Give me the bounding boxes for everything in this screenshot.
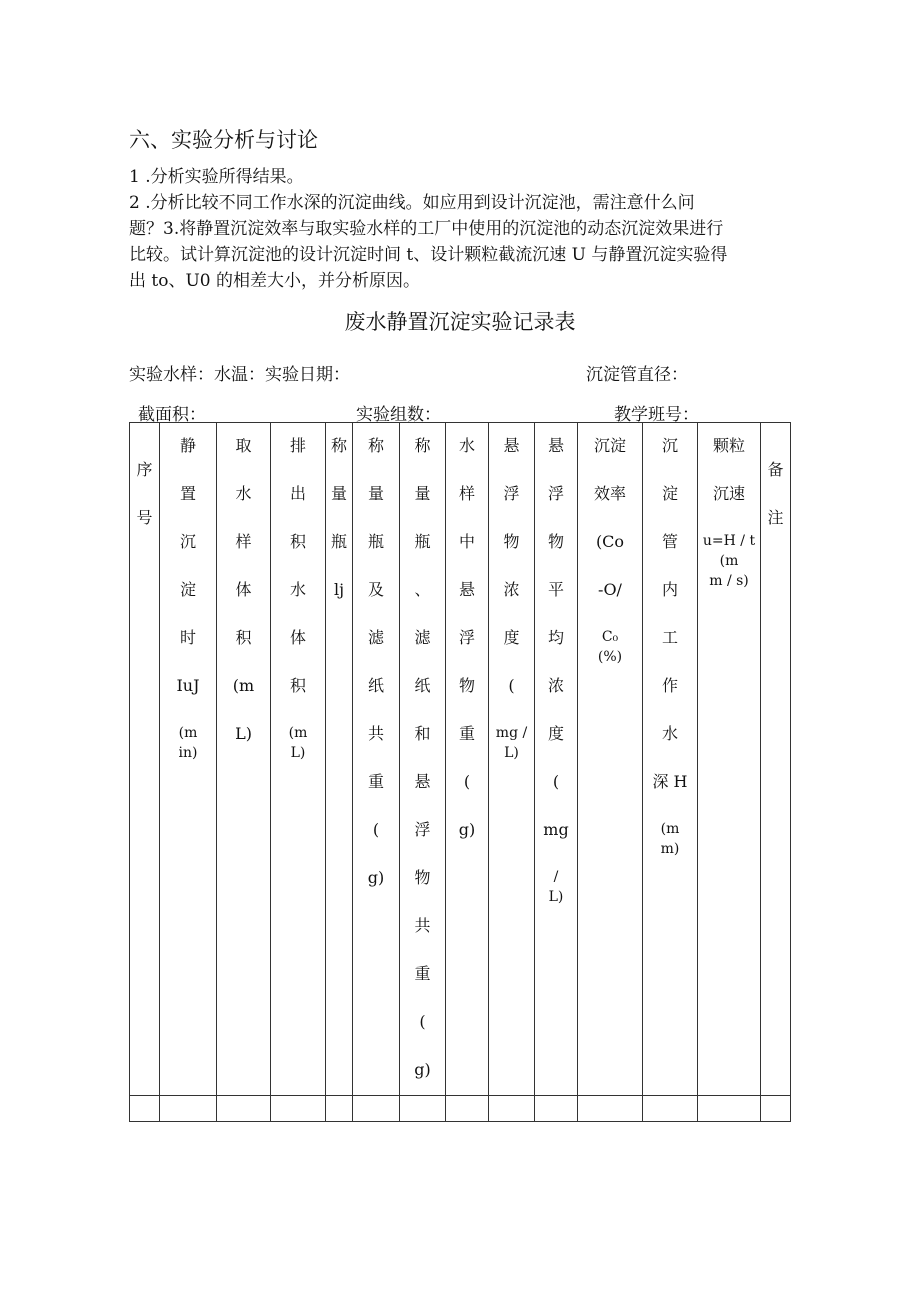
- header-text: 时: [179, 628, 196, 647]
- header-text: 颗粒: [712, 436, 745, 455]
- header-text: 水: [458, 436, 475, 455]
- column-header: [446, 423, 489, 1096]
- header-text: 瓶: [330, 532, 347, 551]
- header-text: 淀: [661, 484, 678, 503]
- header-text: 悬: [458, 580, 475, 599]
- header-text: (: [508, 676, 515, 695]
- header-text: 沉: [661, 436, 678, 455]
- header-text: 瓶: [367, 532, 384, 551]
- meta-class-no: 教学班号：: [614, 405, 699, 425]
- header-text: (m L): [288, 725, 308, 761]
- column-header: [400, 423, 446, 1096]
- header-text: 悬: [414, 772, 431, 791]
- header-text: 纸: [414, 676, 431, 695]
- meta-groups: 实验组数：: [356, 405, 441, 425]
- column-header: [353, 423, 400, 1096]
- column-header: [578, 423, 643, 1096]
- meta-sample: 实验水样：水温：实验日期：: [129, 365, 350, 385]
- header-text: g): [414, 1060, 431, 1079]
- header-text: 取: [235, 436, 252, 455]
- header-text: 量: [330, 484, 347, 503]
- header-text: (: [463, 772, 471, 791]
- header-text: (: [372, 820, 380, 839]
- column-header: [489, 423, 535, 1096]
- header-text: 内: [661, 580, 678, 599]
- table-cell[interactable]: [446, 1096, 489, 1122]
- header-text: 积: [289, 532, 306, 551]
- header-text: (: [419, 1012, 426, 1031]
- header-text: -O/: [598, 580, 622, 599]
- paragraph-line: 题？3.将静置沉淀效率与取实验水样的工厂中使用的沉淀池的动态沉淀效果进行: [129, 219, 724, 239]
- paragraph-line: 2 .分析比较不同工作水深的沉淀曲线。如应用到设计沉淀池，需注意什么问: [129, 193, 695, 213]
- header-text: 静: [179, 436, 196, 455]
- table-cell[interactable]: [160, 1096, 217, 1122]
- header-text: 样: [235, 532, 252, 551]
- column-header: [643, 423, 698, 1096]
- meta-area: 截面积：: [138, 405, 206, 425]
- header-text: (m in): [178, 725, 198, 761]
- header-text: 滤: [414, 628, 431, 647]
- header-text: 排: [289, 436, 306, 455]
- discussion-paragraph: [129, 164, 789, 294]
- header-text: 积: [235, 628, 252, 647]
- table-cell[interactable]: [698, 1096, 761, 1122]
- header-text: u=H / t (m m / s): [702, 533, 756, 589]
- header-text: 平: [547, 580, 564, 599]
- column-header: [271, 423, 326, 1096]
- header-text: 浮: [458, 628, 475, 647]
- header-text: 量: [367, 484, 384, 503]
- header-text: 号: [136, 508, 153, 527]
- header-text: 及: [367, 580, 384, 599]
- header-text: 重: [414, 964, 431, 983]
- table-cell[interactable]: [130, 1096, 160, 1122]
- header-text: 出: [289, 484, 306, 503]
- table-row: [130, 1096, 791, 1122]
- column-header: [160, 423, 217, 1096]
- header-text: 、: [414, 580, 431, 599]
- header-text: 淀: [179, 580, 196, 599]
- table-cell[interactable]: [326, 1096, 353, 1122]
- header-text: 重: [367, 772, 384, 791]
- column-header: [130, 423, 160, 1096]
- header-text: g): [367, 868, 385, 887]
- header-text: 作: [661, 676, 678, 695]
- table-cell[interactable]: [578, 1096, 643, 1122]
- header-text: 工: [661, 628, 678, 647]
- header-text: 悬: [503, 436, 520, 455]
- header-text: 共: [367, 724, 384, 743]
- header-text: 序: [136, 460, 153, 479]
- header-text: C₀ (%): [597, 629, 623, 665]
- header-text: (Co: [595, 532, 625, 551]
- header-text: 量: [414, 484, 431, 503]
- header-text: 水: [661, 724, 678, 743]
- header-text: 物: [414, 868, 431, 887]
- header-text: 度: [503, 628, 520, 647]
- table-cell[interactable]: [217, 1096, 271, 1122]
- header-text: 中: [458, 532, 475, 551]
- header-text: 重: [458, 724, 475, 743]
- table-cell[interactable]: [400, 1096, 446, 1122]
- table-cell[interactable]: [761, 1096, 791, 1122]
- table-cell[interactable]: [271, 1096, 326, 1122]
- header-text: 物: [458, 676, 475, 695]
- header-text: 滤: [367, 628, 384, 647]
- paragraph-line: 1 .分析实验所得结果。: [129, 167, 304, 187]
- header-text: 体: [235, 580, 252, 599]
- column-header: [217, 423, 271, 1096]
- paragraph-line: 出 to、U0 的相差大小，并分析原因。: [129, 271, 421, 291]
- header-text: 瓶: [414, 532, 431, 551]
- header-text: 管: [661, 532, 678, 551]
- header-text: 均: [547, 628, 564, 647]
- header-text: 物: [503, 532, 520, 551]
- table-cell[interactable]: [643, 1096, 698, 1122]
- header-text: mg / L): [495, 725, 528, 761]
- column-header: [535, 423, 578, 1096]
- header-text: 悬: [547, 436, 564, 455]
- header-text: 水: [289, 580, 306, 599]
- header-text: 和: [414, 724, 431, 743]
- header-text: 共: [414, 916, 431, 935]
- header-text: g): [458, 820, 476, 839]
- header-text: 水: [235, 484, 252, 503]
- paragraph-line: 比较。试计算沉淀池的设计沉淀时间 t、设计颗粒截流沉速 U 与静置沉淀实验得: [129, 245, 728, 265]
- header-text: IuJ: [176, 676, 200, 695]
- header-text: 纸: [367, 676, 384, 695]
- header-text: mg: [543, 820, 569, 839]
- header-text: 称: [367, 436, 384, 455]
- header-text: 浮: [547, 484, 564, 503]
- header-text: 称: [414, 436, 431, 455]
- header-text: 沉: [179, 532, 196, 551]
- header-text: 积: [289, 676, 306, 695]
- section-heading: 六、实验分析与讨论: [129, 128, 318, 152]
- header-text: / L): [548, 869, 564, 905]
- header-text: 浮: [503, 484, 520, 503]
- header-row: [130, 423, 791, 1096]
- header-text: (m m): [660, 821, 680, 857]
- header-text: 置: [179, 484, 196, 503]
- header-text: 度: [547, 724, 564, 743]
- header-text: L): [235, 724, 252, 743]
- meta-tube-diameter: 沉淀管直径：: [586, 365, 688, 385]
- header-text: (: [552, 772, 560, 791]
- column-header: [761, 423, 791, 1096]
- header-text: 浓: [547, 676, 564, 695]
- header-text: lj: [333, 580, 345, 599]
- header-text: 浮: [414, 820, 431, 839]
- record-table: [129, 422, 791, 1122]
- header-text: 备: [767, 460, 784, 479]
- header-text: 沉淀: [593, 436, 626, 455]
- column-header: [326, 423, 353, 1096]
- header-text: 物: [547, 532, 564, 551]
- header-text: 沉速: [712, 484, 745, 503]
- header-text: 样: [458, 484, 475, 503]
- table-cell[interactable]: [489, 1096, 535, 1122]
- table-cell[interactable]: [535, 1096, 578, 1122]
- header-text: 效率: [593, 484, 626, 503]
- header-text: 深 H: [652, 772, 688, 791]
- column-header: [698, 423, 761, 1096]
- header-text: 浓: [503, 580, 520, 599]
- table-cell[interactable]: [353, 1096, 400, 1122]
- header-text: 体: [289, 628, 306, 647]
- header-text: 注: [767, 508, 784, 527]
- table-title: 废水静置沉淀实验记录表: [344, 310, 576, 334]
- header-text: 称: [330, 436, 347, 455]
- header-text: (m: [232, 676, 255, 695]
